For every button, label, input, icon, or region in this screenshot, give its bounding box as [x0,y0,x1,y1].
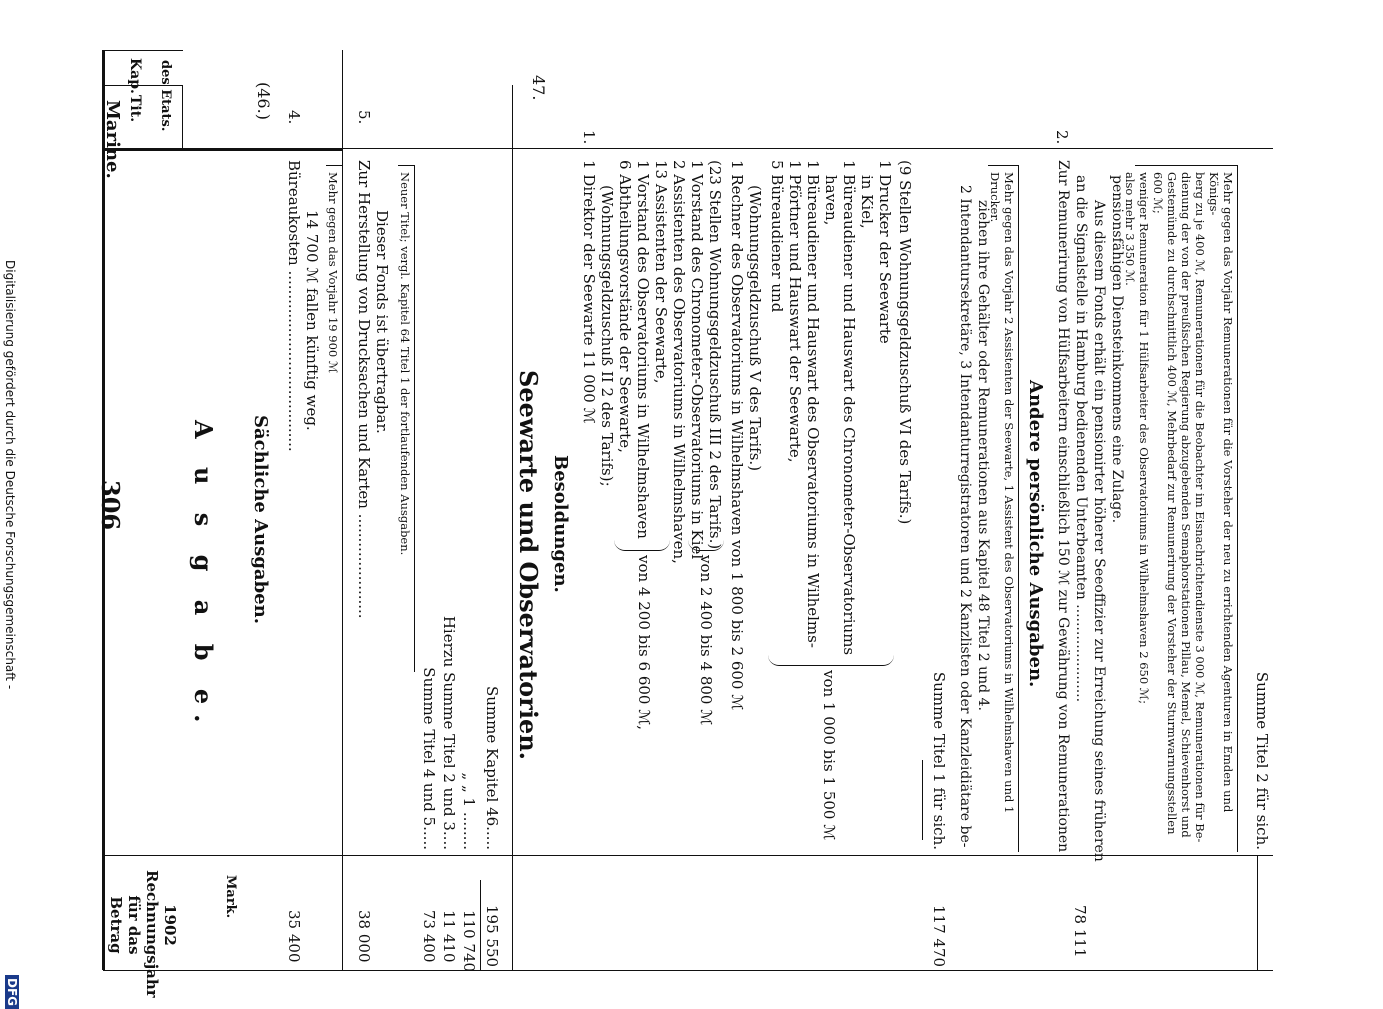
besoldung-line-15: 1 Büreaudiener und Hauswart des Chronometer-Observatoriums [840,160,858,656]
besoldung-line-9: 1 Rechner des Observatoriums in Wilhelmshaven von 1 800 bis 2 600 ℳ [728,160,746,711]
note-2 [1123,165,1238,852]
note-2-line-3: dienung der von der preußischen Regierung abzugebenden Semaphorstationen Pillau, Memel, Schievenhorst und [1179,172,1193,838]
para-2: ziehen ihre Gehälter oder Remunerationen aus Kapitel 48 Titel 2 und 4. [975,200,991,711]
tit-5-amount: 38 000 [355,910,373,963]
heading-andere: Andere persönliche Ausgaben. [1025,380,1046,688]
main-title: A u s g a b e. [189,420,218,733]
note-1: Mehr gegen das Vorjahr 2 Assistenten der Seewarte, 1 Assistent des Observatoriums in Wilhelmshaven und 1 Drucker. [988,165,1019,852]
besoldung-line-11: 5 Büreaudiener und [768,160,786,313]
tit-2-line-1: Zur Remunerirung von Hülfsarbeitern einschließlich 150 ℳ zur Gewährung von Remunerationen [1055,160,1071,853]
note-2-line-2: berg zu je 400 ℳ, Remunerationen für die Beobachter im Eisnachrichtendienste 3 000 ℳ, Remunerationen für Be- [1193,172,1207,843]
note-2-line-4: Gestemünde zu durchschnittlich 400 ℳ, Mehrbedarf zur Remunerirung der Vorsteher der Sturmwarnungsstellen 600 ℳ; [1151,172,1179,835]
besoldung-line-4: 1 Vorstand des Observatoriums in Wilhelmshaven [634,160,652,539]
amount-header-divider [105,855,343,856]
besoldung-line-5: 13 Assistenten der Seewarte, [652,160,670,384]
tit-2-line-3: Aus diesem Fonds erhält ein pensionirter höherer Seeoffizier zur Erreichung seines früheren [1091,200,1107,862]
tit-4-number: 4. [285,110,303,125]
sum-tit-1-label: „ „ 1 ........ [460,772,478,850]
top-rule [102,50,105,970]
section1-kap: (46.) [254,82,273,120]
left-column-divider [343,148,1273,149]
tit-4-label: Büreaukosten ...................................... [285,160,303,452]
besoldung-line-17: 1 Drucker der Seewarte [876,160,894,344]
page-number: 306 [96,480,125,531]
note-2-line-5: weniger Remuneration für 1 Hülfsarbeiter des Observatoriums in Wilhelmshaven 2 650 ℳ; [1137,172,1151,704]
sum-tit-2-label: Summe Titel 2 für sich. [1253,671,1271,850]
sum-tit-4-5-label: Summe Titel 4 und 5..... [420,667,438,850]
sum-tit-4-5-amount: 73 400 [420,910,438,963]
note-2-line-6: also mehr 3 350 ℳ. [1123,172,1137,286]
column-betrag-4: 1902 [161,904,179,946]
sum-tit-1-section2-label: Summe Titel 1 für sich. [930,671,948,850]
range-3: von 1 000 bis 1 500 ℳ [820,670,838,841]
column-betrag-1: Betrag [107,896,125,954]
tit-2-amount: 78 111 [1071,905,1089,958]
brace-3 [768,655,894,666]
column-betrag-2: für das [125,895,143,955]
column-unit: Mark. [223,875,238,919]
tit-5-label: Zur Herstellung von Drucksachen und Karten ...................... [355,160,373,619]
dfg-logo: DFG [5,975,19,1009]
range-2: von 2 400 bis 4 800 ℳ [697,555,715,726]
tit-2-line-4: pensionsfähigen Diensteinkommens eine Zulage. [1109,175,1125,524]
tit-5-number: 5. [355,110,373,125]
column-betrag-3: Rechnungsjahr [143,870,161,998]
para-1: 2 Intendantursekretäre, 3 Intendanturregistratoren und 2 Kanzlisten oder Kanzleidiätare be- [957,185,973,848]
sum-rule [480,880,481,970]
column-tit: Tit. [127,95,143,123]
sum-tit-2-3-label: Hierzu Summe Titel 2 und 3.... [440,615,458,850]
header-divider [105,148,343,151]
sum-kapitel-46-amount: 195 550 [483,905,501,968]
besoldung-line-14: haven, [822,175,840,226]
note-2-line-1: Mehr gegen das Vorjahr Remunerationen für die Vorsteher der neu zu errichtenden Agenturen in Emden und Königs- [1207,172,1235,813]
header-left-label: Marine. [102,100,123,179]
besoldung-line-1: 1 Direktor der Seewarte 11 000 ℳ [580,160,598,424]
besoldung-line-2: (Wohnungsgeldzuschuß II 2 des Tarifs); [598,185,616,487]
sum-kapitel-46-label: Summe Kapitel 46..... [483,686,501,850]
frame-right [103,970,1273,971]
tit-1-number: 1. [580,130,598,145]
besoldung-line-6: 2 Assistenten des Observatoriums in Wilhelmshaven, [670,160,688,564]
tit-4-amount: 35 400 [285,910,303,963]
tit-4-note: Mehr gegen das Vorjahr 19 900 ℳ [326,165,343,432]
digitization-note: Digitalisierung gefördert durch die Deutsche Forschungsgemeinschaft - [3,260,17,690]
sum-tit1-rule [922,760,923,840]
brace-2 [688,540,724,551]
besoldung-line-12: 1 Pförtner und Hauswart der Seewarte, [786,160,804,463]
tit-5-note: Neuer Titel; vergl. Kapitel 64 Titel 1 der fortlaufenden Ausgaben. [398,165,415,672]
sum-tit-1-section2-amount: 117 470 [930,905,948,968]
sum-tit-1-amount: 110 740 [460,910,478,973]
bottom-rule [1257,855,1258,970]
kap-header-divider [182,85,183,148]
column-kap: Kap. [127,58,143,94]
section2-subtitle: Besoldungen. [550,455,571,593]
range-1: von 4 200 bis 6 600 ℳ, [635,555,653,731]
besoldung-line-13: 1 Büreaudiener und Hauswart des Observatoriums in Wilhelms- [804,160,822,648]
besoldung-line-16: in Kiel, [858,175,876,229]
sum-tit-2-3-amount: 11 410 [440,910,458,963]
tit-5-line2: Dieser Fonds ist übertragbar. [373,210,391,434]
besoldung-line-18: (9 Stellen Wohnungsgeldzuschuß VI des Tarifs.) [896,160,914,525]
column-des-etats: des Etats. [158,60,173,132]
tit-2-line-2: an die Signalstelle in Hamburg bedienenden Unterbeamten ...................... [1073,175,1089,703]
section2-title: Seewarte und Observatorien. [514,370,543,761]
section2-kap: 47. [529,75,548,101]
tit-2-number: 2. [1053,130,1071,145]
besoldung-line-3: 6 Abtheilungsvorstände der Seewarte, [616,160,634,453]
frame-left [105,50,183,51]
besoldung-line-7: 1 Vorstand des Chronometer-Observatoriums in Kiel [688,160,706,560]
brace-1 [614,540,670,551]
section1-heading: Sächliche Ausgaben. [250,415,271,624]
tit-4-line2: 14 700 ℳ fallen künftig weg. [303,210,321,431]
besoldung-line-8: (23 Stellen Wohnungsgeldzuschuß III 2 des Tarifs.) [706,160,724,550]
besoldung-line-10: (Wohnungsgeldzuschuß V des Tarifs.) [746,185,764,472]
section-divider [512,85,513,970]
